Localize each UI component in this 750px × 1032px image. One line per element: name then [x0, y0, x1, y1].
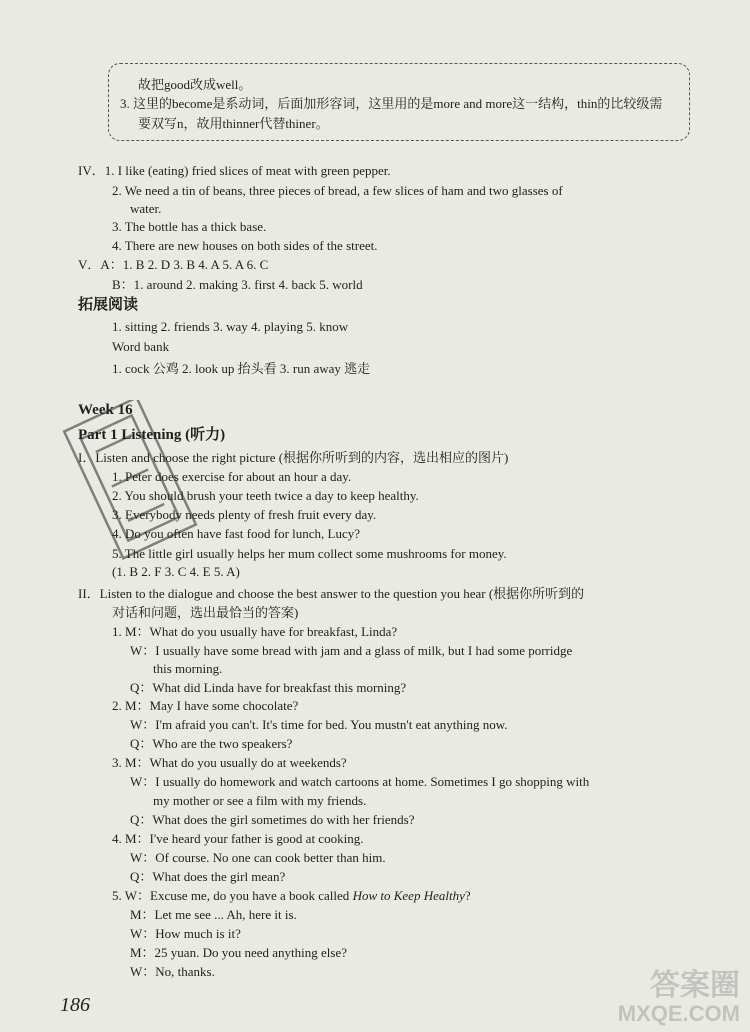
dialogue-line: W：Of course. No one can cook better than him.: [130, 850, 386, 865]
watermark-logo: [617, 969, 740, 1028]
list-item: 3. Everybody needs plenty of fresh fruit every day.: [112, 507, 377, 522]
week-title: Week 16: [78, 402, 133, 418]
list-item: 5. The little girl usually helps her mum collect some mushrooms for money.: [112, 546, 507, 561]
dialogue-question: Q：What does the girl sometimes do with her friends?: [130, 812, 415, 827]
book-title: How to Keep Healthy: [352, 888, 465, 903]
answer-iv-1: IV．1. I like (eating) fried slices of meat with green pepper.: [78, 163, 391, 178]
answer-iv-2-cont: water.: [130, 201, 162, 216]
extend-answers: 1. sitting 2. friends 3. way 4. playing 5. know: [112, 319, 349, 334]
dialogue-line: this morning.: [153, 661, 223, 676]
dialogue-line: W：How much is it?: [130, 926, 241, 941]
list-item: 2. You should brush your teeth twice a day to keep healthy.: [112, 488, 419, 503]
note-line: 故把good改成well。: [138, 77, 252, 92]
dialogue-line: my mother or see a film with my friends.: [153, 793, 367, 808]
dialogue-text: ?: [464, 888, 471, 903]
word-bank: 1. cock 公鸡 2. look up 抬头看 3. run away 逃走: [112, 361, 371, 376]
dialogue-line: 3. M：What do you usually do at weekends?: [112, 755, 347, 770]
note-line: 要双写n，故用thinner代替thiner。: [138, 116, 329, 131]
watermark-url: MXQE.COM: [617, 1001, 740, 1026]
dialogue-line: 4. M：I've heard your father is good at cooking.: [112, 831, 364, 846]
section-i-answers: (1. B 2. F 3. C 4. E 5. A): [112, 564, 240, 579]
dialogue-line: M：Let me see ... Ah, here it is.: [130, 907, 297, 922]
list-item: 4. Do you often have fast food for lunch, Lucy?: [112, 526, 361, 541]
list-item: 1. Peter does exercise for about an hour a day.: [112, 469, 352, 484]
page-number: 186: [60, 994, 90, 1016]
section-ii-heading-cont: 对话和问题，选出最恰当的答案): [112, 605, 299, 620]
answer-v-a: V．A：1. B 2. D 3. B 4. A 5. A 6. C: [78, 257, 269, 272]
dialogue-line: W：I usually do homework and watch cartoons at home. Sometimes I go shopping with: [130, 774, 590, 789]
note-line: 3. 这里的become是系动词，后面加形容词，这里用的是more and more这一结构，thin的比较级需: [120, 96, 663, 111]
dialogue-line: W：No, thanks.: [130, 964, 215, 979]
dialogue-line: [112, 887, 471, 904]
dialogue-question: Q：Who are the two speakers?: [130, 736, 293, 751]
word-bank-label: Word bank: [112, 339, 170, 354]
dialogue-line: W：I usually have some bread with jam and a glass of milk, but I had some porridge: [130, 643, 573, 658]
watermark-text: 答案圈: [650, 969, 740, 1002]
answer-iv-2: 2. We need a tin of beans, three pieces of bread, a few slices of ham and two glasses of: [112, 183, 563, 198]
dialogue-line: M：25 yuan. Do you need anything else?: [130, 945, 347, 960]
answer-v-b: B：1. around 2. making 3. first 4. back 5. world: [112, 277, 363, 292]
answer-iv-4: 4. There are new houses on both sides of the street.: [112, 238, 378, 253]
answer-iv-3: 3. The bottle has a thick base.: [112, 219, 267, 234]
dialogue-question: Q：What did Linda have for breakfast this morning?: [130, 680, 407, 695]
dialogue-text: 5. W：Excuse me, do you have a book called: [112, 888, 353, 903]
dialogue-line: 1. M：What do you usually have for breakfast, Linda?: [112, 624, 398, 639]
section-i-heading: I．Listen and choose the right picture (根据你所听到的内容，选出相应的图片): [78, 450, 509, 465]
section-ii-heading: II．Listen to the dialogue and choose the best answer to the question you hear (根据你所听到的: [78, 586, 585, 601]
dialogue-line: 2. M：May I have some chocolate?: [112, 698, 299, 713]
dialogue-question: Q：What does the girl mean?: [130, 869, 286, 884]
part-title: Part 1 Listening (听力): [78, 427, 226, 443]
dialogue-line: W：I'm afraid you can't. It's time for bed. You mustn't eat anything now.: [130, 717, 508, 732]
extend-reading-title: 拓展阅读: [78, 296, 139, 313]
